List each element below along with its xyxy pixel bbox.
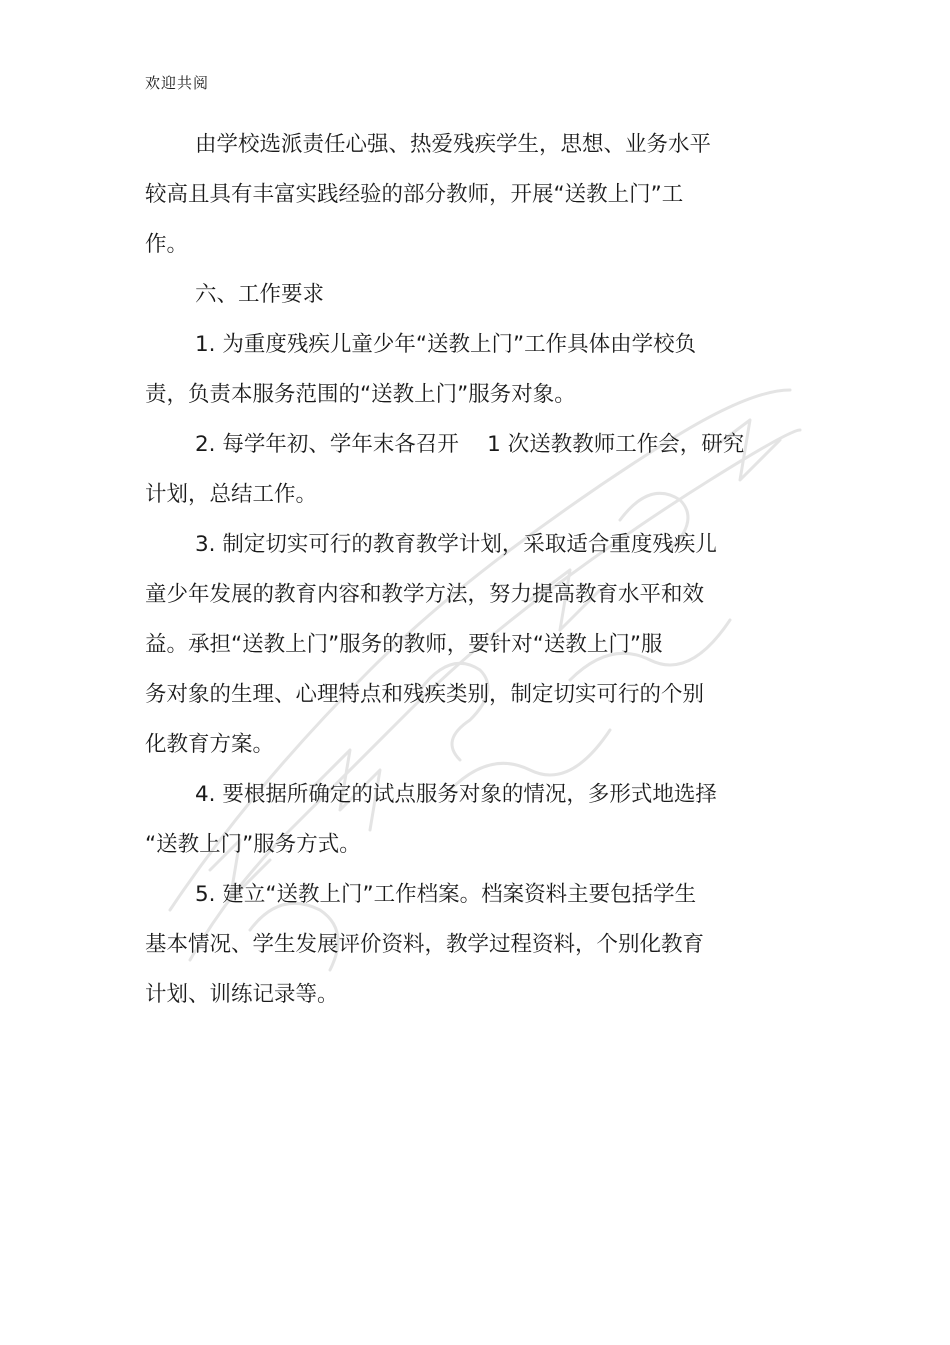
- paragraph-1-line-3: 作。: [145, 232, 189, 257]
- item-2-line-2: 计划，总结工作。: [145, 482, 318, 507]
- item-3-line-1: 3. 制定切实可行的教育教学计划，采取适合重度残疾儿: [195, 532, 717, 557]
- section-heading: 六、工作要求: [195, 282, 325, 307]
- item-5-line-1: 5. 建立“送教上门”工作档案。档案资料主要包括学生: [195, 882, 697, 907]
- item-2-line-1: 2. 每学年初、学年末各召开 1 次送教教师工作会，研究: [195, 432, 745, 457]
- item-1-line-1: 1. 为重度残疾儿童少年“送教上门”工作具体由学校负: [195, 332, 697, 357]
- page-header: 欢迎共阅: [145, 74, 210, 92]
- item-4-line-1: 4. 要根据所确定的试点服务对象的情况，多形式地选择: [195, 782, 717, 807]
- item-3-line-2: 童少年发展的教育内容和教学方法，努力提高教育水平和效: [145, 582, 705, 607]
- item-4-line-2: “送教上门”服务方式。: [145, 832, 361, 857]
- item-3-line-5: 化教育方案。: [145, 732, 275, 757]
- item-3-line-4: 务对象的生理、心理特点和残疾类别，制定切实可行的个别: [145, 682, 705, 707]
- paragraph-1-line-2: 较高且具有丰富实践经验的部分教师，开展“送教上门”工: [145, 182, 684, 207]
- paragraph-1-line-1: 由学校选派责任心强、热爱残疾学生，思想、业务水平: [195, 132, 712, 157]
- item-1-line-2: 责，负责本服务范围的“送教上门”服务对象。: [145, 382, 576, 407]
- item-3-line-3: 益。承担“送教上门”服务的教师，要针对“送教上门”服: [145, 632, 663, 657]
- item-5-line-2: 基本情况、学生发展评价资料，教学过程资料，个别化教育: [145, 932, 705, 957]
- item-5-line-3: 计划、训练记录等。: [145, 982, 339, 1007]
